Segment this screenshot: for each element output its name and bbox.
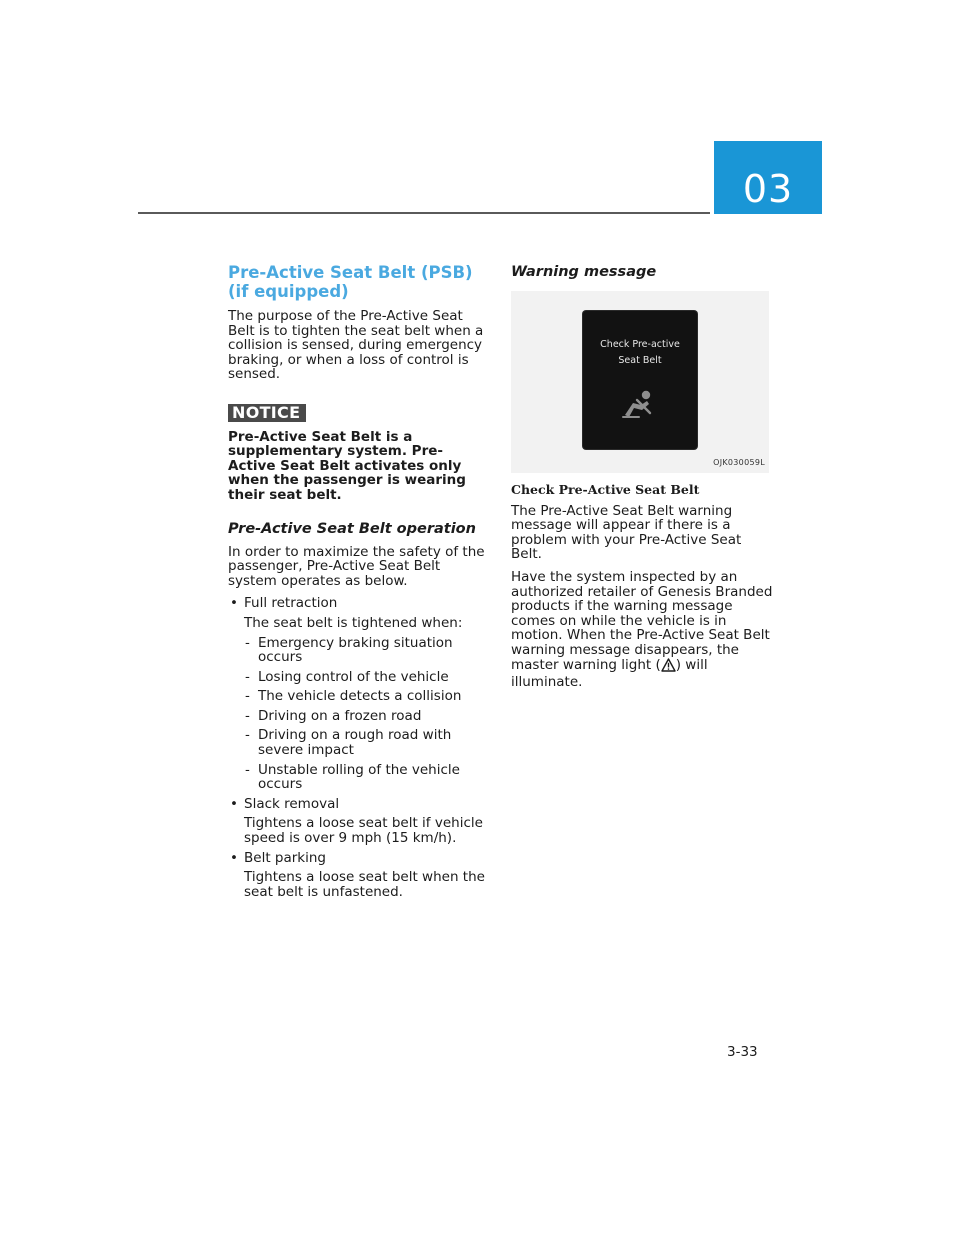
display-line-2: Seat Belt — [618, 355, 662, 366]
display-line-1: Check Pre-active — [600, 339, 680, 350]
dash-item-text: Driving on a rough road with severe impact — [258, 727, 452, 759]
section-title: Pre-Active Seat Belt (PSB) (if equipped) — [228, 263, 473, 301]
warning-paragraph-2-start: Have the system inspected by an authorized retailer of Genesis Branded products if the warning message comes on while the vehicle is in motion. When the Pre-Active Seat Belt warning message disappears, the master warning light ( — [511, 568, 773, 673]
dash-item — [228, 709, 490, 724]
figure-code: OJK030059L — [713, 458, 765, 468]
intro-paragraph: The purpose of the Pre-Active Seat Belt is to tighten the seat belt when a collision is sensed, during emergency braking, or when a loss of control is sensed. — [228, 308, 484, 383]
dash-item — [228, 636, 490, 665]
bullet-label: Full retraction — [244, 595, 338, 612]
warning-paragraph-1: The Pre-Active Seat Belt warning message will appear if there is a problem with your Pre-Active Seat Belt. — [511, 502, 742, 563]
page-number: 3-33 — [727, 1044, 758, 1060]
warning-paragraph-2-end: ) will illuminate. — [511, 656, 708, 691]
dash-item-text: Losing control of the vehicle — [258, 668, 449, 685]
cluster-display — [583, 311, 697, 449]
dash-item-text: Unstable rolling of the vehicle occurs — [258, 761, 460, 793]
chapter-number: 03 — [742, 167, 794, 211]
dash-mark: - — [245, 668, 250, 685]
dash-item — [228, 670, 490, 685]
warning-title: Warning message — [511, 264, 657, 280]
left-column — [228, 263, 490, 904]
bullet-slack-removal — [228, 797, 490, 812]
seatbelt-icon — [619, 387, 659, 427]
dash-mark: - — [245, 761, 250, 778]
belt-parking-text: Tightens a loose seat belt when the seat belt is unfastened. — [244, 869, 485, 900]
header-rule — [138, 212, 710, 214]
notice-text: Pre-Active Seat Belt is a supplementary system. Pre-Active Seat Belt activates only when the passenger is wearing their seat belt. — [228, 428, 466, 503]
chapter-tab — [714, 141, 822, 214]
dash-item — [228, 728, 490, 757]
full-retraction-text: The seat belt is tightened when: — [244, 614, 463, 631]
warning-paragraph-2 — [511, 570, 773, 690]
right-column — [511, 264, 773, 698]
notice-label: NOTICE — [228, 404, 306, 422]
dash-item-text: Emergency braking situation occurs — [258, 634, 453, 666]
warning-triangle-icon — [661, 658, 676, 676]
display-message — [583, 337, 697, 369]
slack-removal-text: Tightens a loose seat belt if vehicle speed is over 9 mph (15 km/h). — [244, 815, 483, 847]
dash-mark: - — [245, 727, 250, 744]
bullet-mark: • — [230, 795, 238, 812]
dash-mark: - — [245, 634, 250, 651]
operation-title: Pre-Active Seat Belt operation — [228, 520, 476, 537]
dash-item — [228, 689, 490, 704]
warning-figure — [511, 291, 769, 473]
bullet-label: Slack removal — [244, 795, 340, 812]
bullet-label: Belt parking — [244, 849, 326, 866]
bullet-full-retraction — [228, 596, 490, 611]
dash-item-text: The vehicle detects a collision — [258, 688, 462, 705]
dash-mark: - — [245, 707, 250, 724]
bullet-mark: • — [230, 849, 238, 866]
bullet-belt-parking — [228, 851, 490, 866]
bullet-mark: • — [230, 595, 238, 612]
dash-mark: - — [245, 688, 250, 705]
dash-item-text: Driving on a frozen road — [258, 707, 422, 724]
operation-intro: In order to maximize the safety of the passenger, Pre-Active Seat Belt system operates as below. — [228, 543, 485, 589]
figure-caption: Check Pre-Active Seat Belt — [511, 482, 700, 497]
dash-item — [228, 763, 490, 792]
